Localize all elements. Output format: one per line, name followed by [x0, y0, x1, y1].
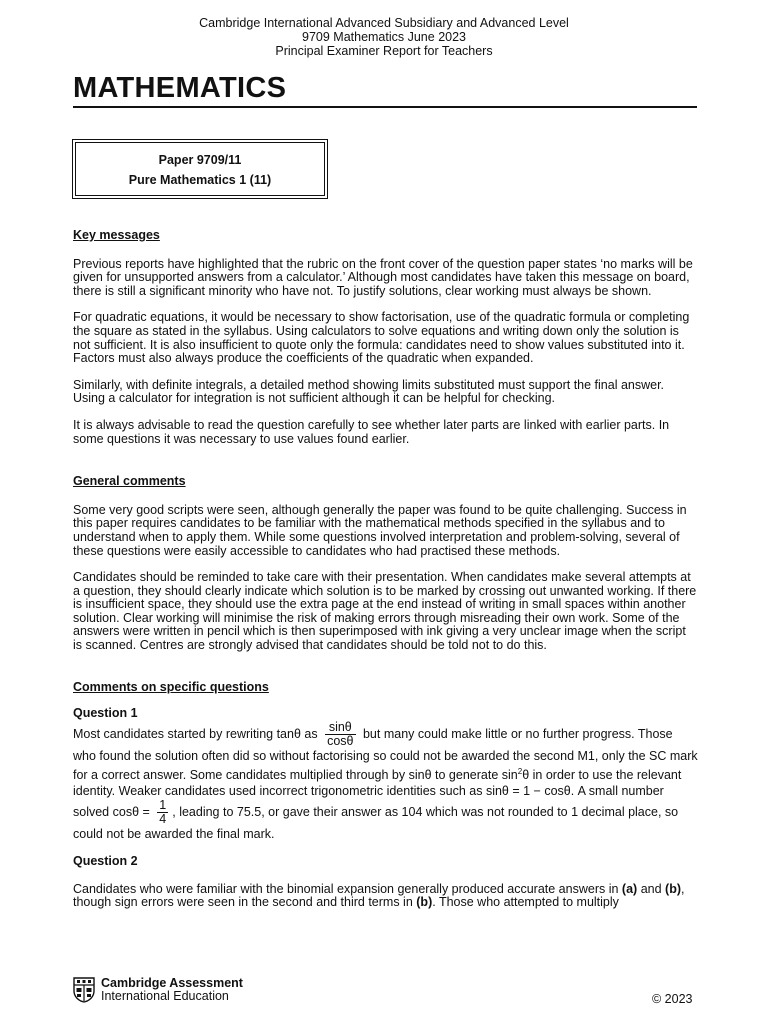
key-messages-heading: Key messages: [73, 228, 160, 242]
sin-over-cos-fraction: $\frac{\sin\theta}{\cos\theta}$: [327, 719, 354, 748]
general-comments-heading: General comments: [73, 474, 186, 489]
report-body: [73, 229, 698, 910]
tan-theta: tanθ: [276, 726, 301, 741]
paper-box: [72, 139, 328, 199]
title-rule: [73, 106, 697, 108]
one-quarter-fraction: $\frac{1}{4}$: [159, 798, 167, 826]
sin-squared: $\sin^2\theta$: [501, 766, 530, 782]
header-report-type: Principal Examiner Report for Teachers: [275, 44, 493, 58]
cos-theta-equals: cosθ =: [112, 804, 150, 819]
paper-number: Paper 9709/11: [158, 153, 242, 167]
question-2-text: Candidates who were familiar with the binomial expansion generally produced accurate answers in (a) and (b), though sign errors were seen in the second and third terms in (b). Those who attempted to multiply: [73, 881, 685, 910]
question-1-text: Most candidates started by rewriting tanθ as $\frac{\sin\theta}{\cos\theta}$ but many could make little or no further progress. Those who found the solution often did so without factorising so could not be awarded the second M1, only the SC mark for a correct answer. Some candidates multiplied through by sinθ to generate $\sin^2\theta$ in order to use the relevant identity. Weaker candidates used incorrect trigonometric identities such as sinθ = 1 − cosθ. A small number solved cosθ = $\frac{1}{4}$ , leading to 75.5, or gave their answer as 104 which was not rounded to 1 decimal place, so could not be awarded the final mark.: [73, 719, 698, 841]
specific-comments-heading: Comments on specific questions: [73, 679, 269, 694]
paper-name: Pure Mathematics 1 (11): [128, 173, 272, 187]
question-2-title: Question 2: [73, 854, 138, 868]
cambridge-logo: [73, 977, 243, 1003]
general-comments-paragraph: Some very good scripts were seen, although generally the paper was found to be quite challenging. Success in this paper requires candidates to be familiar with the mathematical methods specified in the syllabus and to understand when to apply them. While some questions involved interpretation and problem-solving, several of these questions were easily accessible to candidates who had practised these methods.: [73, 502, 687, 558]
logo-wordmark: Cambridge Assessment International Education: [101, 976, 243, 1003]
incorrect-identity: sinθ = 1 − cosθ: [485, 784, 571, 798]
key-messages-paragraph: Previous reports have highlighted that the rubric on the front cover of the question paper states ‘no marks will be given for unsupported answers from a calculator.’ Although most candidates have taken this message on board, there is still a significant minority who have not. To justify solutions, clear working must always be shown.: [73, 256, 693, 298]
report-header: [0, 16, 768, 58]
key-messages-paragraph: Similarly, with definite integrals, a detailed method showing limits substituted must support the final answer. Using a calculator for integration is not sufficient although it can be helpful for checking.: [73, 377, 665, 406]
paper-box-inner: [75, 142, 325, 196]
key-messages-paragraph: It is always advisable to read the question carefully to see whether later parts are linked with earlier parts. In some questions it was necessary to use values found earlier.: [73, 417, 670, 446]
header-qualification: Cambridge International Advanced Subsidiary and Advanced Level: [199, 16, 569, 30]
general-comments-paragraph: Candidates should be reminded to take care with their presentation. When candidates make several attempts at a question, they should clearly indicate which solution is to be marked by crossing out unwanted working. If there is insufficient space, they should use the extra page at the end instead of writing in small spaces within another solution. Clear working will minimise the risk of making errors through misreading their own work. Some of the answers were written in pencil which is then superimposed with ink giving a very unclear image when the script is scanned. Centres are strongly advised that candidates should be told not to do this.: [73, 570, 697, 653]
key-messages-paragraph: For quadratic equations, it would be necessary to show factorisation, use of the quadratic formula or completing the square as stated in the syllabus. Using calculators to solve equations and writing down only the solution is not sufficient. It is also insufficient to quote only the formula: candidates need to show values substituted into it. Factors must also always produce the coefficients of the quadratic when expanded.: [73, 310, 690, 366]
copyright: © 2023: [652, 992, 693, 1006]
subject-title: MATHEMATICS: [73, 72, 287, 104]
question-1-title: Question 1: [73, 706, 138, 721]
crest-icon: [73, 977, 95, 1003]
header-syllabus: 9709 Mathematics June 2023: [302, 30, 466, 44]
